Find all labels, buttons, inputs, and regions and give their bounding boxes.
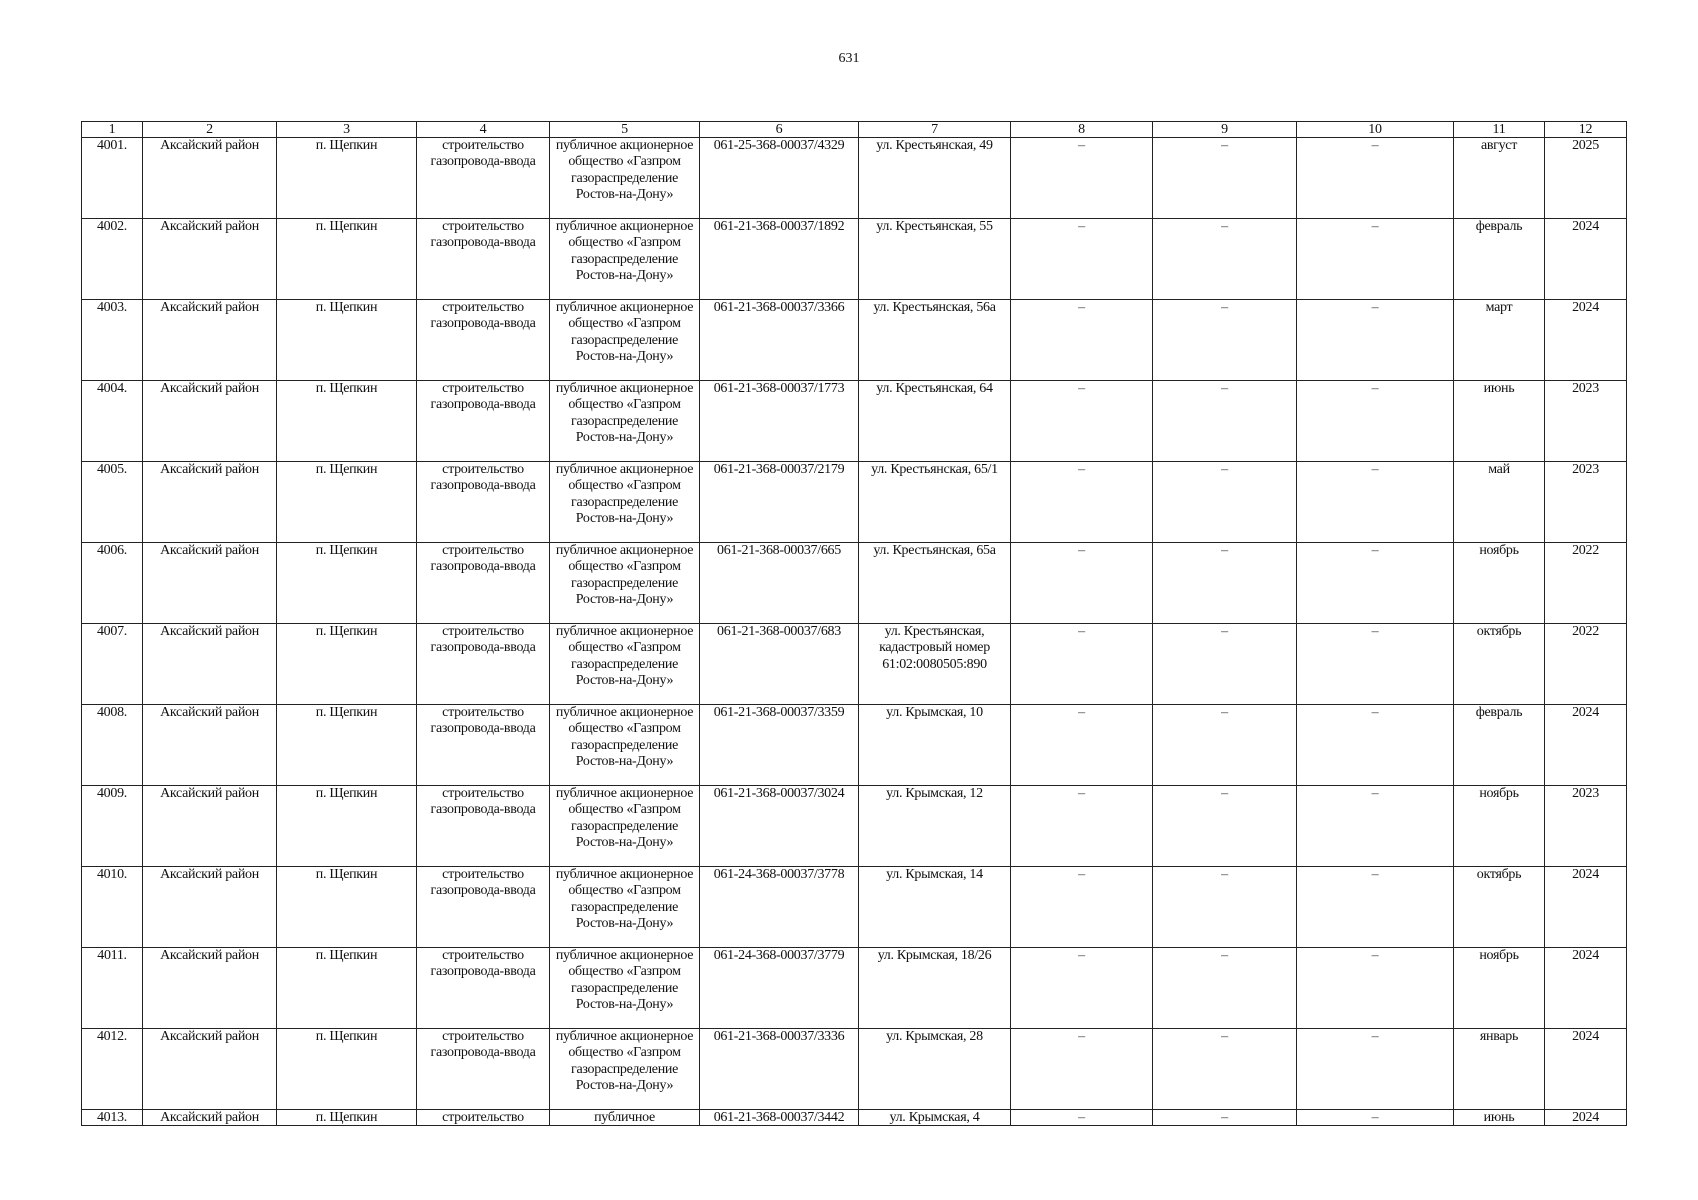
work-type-cell: строительство газопровода-ввода bbox=[417, 705, 550, 786]
owner-cell: публичное bbox=[550, 1110, 700, 1126]
owner-cell: публичное акционерное общество «Газпром газораспределение Ростов-на-Дону» bbox=[550, 948, 700, 1029]
month-cell: март bbox=[1454, 300, 1545, 381]
address-cell: ул. Крестьянская, 64 bbox=[859, 381, 1011, 462]
owner-cell: публичное акционерное общество «Газпром газораспределение Ростов-на-Дону» bbox=[550, 867, 700, 948]
settlement-cell: п. Щепкин bbox=[277, 867, 417, 948]
year-cell: 2024 bbox=[1545, 705, 1627, 786]
month-cell: февраль bbox=[1454, 705, 1545, 786]
column-8-cell: – bbox=[1011, 1029, 1153, 1110]
address-cell: ул. Крестьянская, 65а bbox=[859, 543, 1011, 624]
column-10-cell: – bbox=[1297, 138, 1454, 219]
row-number-cell: 4004. bbox=[82, 381, 143, 462]
row-number-cell: 4010. bbox=[82, 867, 143, 948]
column-9-cell: – bbox=[1153, 381, 1297, 462]
row-number-cell: 4005. bbox=[82, 462, 143, 543]
settlement-cell: п. Щепкин bbox=[277, 624, 417, 705]
table-row bbox=[82, 624, 1627, 705]
column-header: 12 bbox=[1545, 122, 1627, 138]
district-cell: Аксайский район bbox=[143, 462, 277, 543]
registration-code-cell: 061-21-368-00037/3366 bbox=[700, 300, 859, 381]
column-header: 5 bbox=[550, 122, 700, 138]
column-10-cell: – bbox=[1297, 381, 1454, 462]
year-cell: 2024 bbox=[1545, 1029, 1627, 1110]
settlement-cell: п. Щепкин bbox=[277, 300, 417, 381]
registration-code-cell: 061-24-368-00037/3779 bbox=[700, 948, 859, 1029]
year-cell: 2025 bbox=[1545, 138, 1627, 219]
column-8-cell: – bbox=[1011, 786, 1153, 867]
work-type-cell: строительство газопровода-ввода bbox=[417, 138, 550, 219]
work-type-cell: строительство газопровода-ввода bbox=[417, 381, 550, 462]
district-cell: Аксайский район bbox=[143, 138, 277, 219]
address-cell: ул. Крестьянская, 49 bbox=[859, 138, 1011, 219]
table-row bbox=[82, 786, 1627, 867]
work-type-cell: строительство газопровода-ввода bbox=[417, 1029, 550, 1110]
column-10-cell: – bbox=[1297, 624, 1454, 705]
work-type-cell: строительство газопровода-ввода bbox=[417, 948, 550, 1029]
table-row bbox=[82, 219, 1627, 300]
settlement-cell: п. Щепкин bbox=[277, 462, 417, 543]
column-8-cell: – bbox=[1011, 705, 1153, 786]
column-10-cell: – bbox=[1297, 300, 1454, 381]
column-header: 7 bbox=[859, 122, 1011, 138]
column-10-cell: – bbox=[1297, 786, 1454, 867]
row-number-cell: 4008. bbox=[82, 705, 143, 786]
row-number-cell: 4012. bbox=[82, 1029, 143, 1110]
address-cell: ул. Крымская, 12 bbox=[859, 786, 1011, 867]
work-type-cell: строительство газопровода-ввода bbox=[417, 786, 550, 867]
column-10-cell: – bbox=[1297, 1029, 1454, 1110]
year-cell: 2024 bbox=[1545, 1110, 1627, 1126]
month-cell: май bbox=[1454, 462, 1545, 543]
settlement-cell: п. Щепкин bbox=[277, 1110, 417, 1126]
district-cell: Аксайский район bbox=[143, 543, 277, 624]
month-cell: ноябрь bbox=[1454, 543, 1545, 624]
column-8-cell: – bbox=[1011, 948, 1153, 1029]
column-header: 8 bbox=[1011, 122, 1153, 138]
district-cell: Аксайский район bbox=[143, 786, 277, 867]
column-number-row bbox=[82, 122, 1627, 138]
settlement-cell: п. Щепкин bbox=[277, 705, 417, 786]
address-cell: ул. Крымская, 14 bbox=[859, 867, 1011, 948]
table-row bbox=[82, 948, 1627, 1029]
owner-cell: публичное акционерное общество «Газпром газораспределение Ростов-на-Дону» bbox=[550, 219, 700, 300]
owner-cell: публичное акционерное общество «Газпром газораспределение Ростов-на-Дону» bbox=[550, 624, 700, 705]
year-cell: 2024 bbox=[1545, 948, 1627, 1029]
column-9-cell: – bbox=[1153, 1110, 1297, 1126]
table-row bbox=[82, 381, 1627, 462]
row-number-cell: 4013. bbox=[82, 1110, 143, 1126]
page-number: 631 bbox=[838, 51, 860, 66]
work-type-cell: строительство газопровода-ввода bbox=[417, 219, 550, 300]
month-cell: июнь bbox=[1454, 1110, 1545, 1126]
year-cell: 2024 bbox=[1545, 300, 1627, 381]
row-number-cell: 4011. bbox=[82, 948, 143, 1029]
settlement-cell: п. Щепкин bbox=[277, 381, 417, 462]
settlement-cell: п. Щепкин bbox=[277, 1029, 417, 1110]
settlement-cell: п. Щепкин bbox=[277, 786, 417, 867]
work-type-cell: строительство газопровода-ввода bbox=[417, 624, 550, 705]
year-cell: 2022 bbox=[1545, 624, 1627, 705]
gas-pipeline-registry-table bbox=[81, 121, 1627, 1126]
column-10-cell: – bbox=[1297, 867, 1454, 948]
column-8-cell: – bbox=[1011, 381, 1153, 462]
month-cell: февраль bbox=[1454, 219, 1545, 300]
address-cell: ул. Крымская, 10 bbox=[859, 705, 1011, 786]
district-cell: Аксайский район bbox=[143, 948, 277, 1029]
row-number-cell: 4006. bbox=[82, 543, 143, 624]
column-8-cell: – bbox=[1011, 300, 1153, 381]
district-cell: Аксайский район bbox=[143, 300, 277, 381]
month-cell: октябрь bbox=[1454, 867, 1545, 948]
registration-code-cell: 061-21-368-00037/683 bbox=[700, 624, 859, 705]
row-number-cell: 4009. bbox=[82, 786, 143, 867]
registration-code-cell: 061-21-368-00037/1773 bbox=[700, 381, 859, 462]
row-number-cell: 4002. bbox=[82, 219, 143, 300]
column-9-cell: – bbox=[1153, 138, 1297, 219]
owner-cell: публичное акционерное общество «Газпром газораспределение Ростов-на-Дону» bbox=[550, 705, 700, 786]
year-cell: 2023 bbox=[1545, 786, 1627, 867]
address-cell: ул. Крымская, 18/26 bbox=[859, 948, 1011, 1029]
column-8-cell: – bbox=[1011, 462, 1153, 543]
table-row bbox=[82, 705, 1627, 786]
column-8-cell: – bbox=[1011, 624, 1153, 705]
column-9-cell: – bbox=[1153, 867, 1297, 948]
column-9-cell: – bbox=[1153, 624, 1297, 705]
district-cell: Аксайский район bbox=[143, 219, 277, 300]
owner-cell: публичное акционерное общество «Газпром газораспределение Ростов-на-Дону» bbox=[550, 300, 700, 381]
district-cell: Аксайский район bbox=[143, 1029, 277, 1110]
registration-code-cell: 061-21-368-00037/2179 bbox=[700, 462, 859, 543]
column-header: 11 bbox=[1454, 122, 1545, 138]
column-10-cell: – bbox=[1297, 1110, 1454, 1126]
column-9-cell: – bbox=[1153, 705, 1297, 786]
address-cell: ул. Крестьянская, 56а bbox=[859, 300, 1011, 381]
registration-code-cell: 061-21-368-00037/3336 bbox=[700, 1029, 859, 1110]
month-cell: август bbox=[1454, 138, 1545, 219]
column-8-cell: – bbox=[1011, 1110, 1153, 1126]
address-cell: ул. Крымская, 28 bbox=[859, 1029, 1011, 1110]
column-9-cell: – bbox=[1153, 1029, 1297, 1110]
settlement-cell: п. Щепкин bbox=[277, 948, 417, 1029]
column-9-cell: – bbox=[1153, 462, 1297, 543]
year-cell: 2024 bbox=[1545, 867, 1627, 948]
district-cell: Аксайский район bbox=[143, 624, 277, 705]
column-9-cell: – bbox=[1153, 786, 1297, 867]
table-row bbox=[82, 1029, 1627, 1110]
column-header: 2 bbox=[143, 122, 277, 138]
work-type-cell: строительство газопровода-ввода bbox=[417, 867, 550, 948]
column-9-cell: – bbox=[1153, 948, 1297, 1029]
registration-code-cell: 061-21-368-00037/1892 bbox=[700, 219, 859, 300]
table-row bbox=[82, 138, 1627, 219]
registration-code-cell: 061-21-368-00037/3359 bbox=[700, 705, 859, 786]
column-9-cell: – bbox=[1153, 300, 1297, 381]
table-body bbox=[82, 138, 1627, 1126]
registration-code-cell: 061-25-368-00037/4329 bbox=[700, 138, 859, 219]
owner-cell: публичное акционерное общество «Газпром газораспределение Ростов-на-Дону» bbox=[550, 138, 700, 219]
district-cell: Аксайский район bbox=[143, 705, 277, 786]
owner-cell: публичное акционерное общество «Газпром газораспределение Ростов-на-Дону» bbox=[550, 1029, 700, 1110]
year-cell: 2023 bbox=[1545, 462, 1627, 543]
month-cell: ноябрь bbox=[1454, 786, 1545, 867]
month-cell: июнь bbox=[1454, 381, 1545, 462]
work-type-cell: строительство газопровода-ввода bbox=[417, 462, 550, 543]
district-cell: Аксайский район bbox=[143, 1110, 277, 1126]
registration-code-cell: 061-21-368-00037/3442 bbox=[700, 1110, 859, 1126]
column-8-cell: – bbox=[1011, 138, 1153, 219]
table-row bbox=[82, 1110, 1627, 1126]
column-header: 9 bbox=[1153, 122, 1297, 138]
column-9-cell: – bbox=[1153, 543, 1297, 624]
column-header: 10 bbox=[1297, 122, 1454, 138]
district-cell: Аксайский район bbox=[143, 381, 277, 462]
column-header: 1 bbox=[82, 122, 143, 138]
row-number-cell: 4001. bbox=[82, 138, 143, 219]
registration-code-cell: 061-24-368-00037/3778 bbox=[700, 867, 859, 948]
address-cell: ул. Крымская, 4 bbox=[859, 1110, 1011, 1126]
year-cell: 2022 bbox=[1545, 543, 1627, 624]
column-10-cell: – bbox=[1297, 462, 1454, 543]
settlement-cell: п. Щепкин bbox=[277, 138, 417, 219]
year-cell: 2024 bbox=[1545, 219, 1627, 300]
column-header: 6 bbox=[700, 122, 859, 138]
registration-code-cell: 061-21-368-00037/3024 bbox=[700, 786, 859, 867]
work-type-cell: строительство bbox=[417, 1110, 550, 1126]
district-cell: Аксайский район bbox=[143, 867, 277, 948]
column-10-cell: – bbox=[1297, 948, 1454, 1029]
owner-cell: публичное акционерное общество «Газпром газораспределение Ростов-на-Дону» bbox=[550, 786, 700, 867]
column-8-cell: – bbox=[1011, 867, 1153, 948]
table-header bbox=[82, 122, 1627, 138]
month-cell: ноябрь bbox=[1454, 948, 1545, 1029]
registration-code-cell: 061-21-368-00037/665 bbox=[700, 543, 859, 624]
row-number-cell: 4007. bbox=[82, 624, 143, 705]
address-cell: ул. Крестьянская, 55 bbox=[859, 219, 1011, 300]
column-8-cell: – bbox=[1011, 219, 1153, 300]
table-row bbox=[82, 867, 1627, 948]
address-cell: ул. Крестьянская, кадастровый номер 61:02:0080505:890 bbox=[859, 624, 1011, 705]
table-row bbox=[82, 543, 1627, 624]
settlement-cell: п. Щепкин bbox=[277, 543, 417, 624]
month-cell: октябрь bbox=[1454, 624, 1545, 705]
row-number-cell: 4003. bbox=[82, 300, 143, 381]
column-9-cell: – bbox=[1153, 219, 1297, 300]
column-10-cell: – bbox=[1297, 705, 1454, 786]
column-header: 4 bbox=[417, 122, 550, 138]
settlement-cell: п. Щепкин bbox=[277, 219, 417, 300]
owner-cell: публичное акционерное общество «Газпром газораспределение Ростов-на-Дону» bbox=[550, 543, 700, 624]
column-10-cell: – bbox=[1297, 543, 1454, 624]
table-row bbox=[82, 300, 1627, 381]
work-type-cell: строительство газопровода-ввода bbox=[417, 300, 550, 381]
table-row bbox=[82, 462, 1627, 543]
owner-cell: публичное акционерное общество «Газпром газораспределение Ростов-на-Дону» bbox=[550, 381, 700, 462]
month-cell: январь bbox=[1454, 1029, 1545, 1110]
owner-cell: публичное акционерное общество «Газпром газораспределение Ростов-на-Дону» bbox=[550, 462, 700, 543]
column-10-cell: – bbox=[1297, 219, 1454, 300]
address-cell: ул. Крестьянская, 65/1 bbox=[859, 462, 1011, 543]
column-8-cell: – bbox=[1011, 543, 1153, 624]
work-type-cell: строительство газопровода-ввода bbox=[417, 543, 550, 624]
column-header: 3 bbox=[277, 122, 417, 138]
year-cell: 2023 bbox=[1545, 381, 1627, 462]
